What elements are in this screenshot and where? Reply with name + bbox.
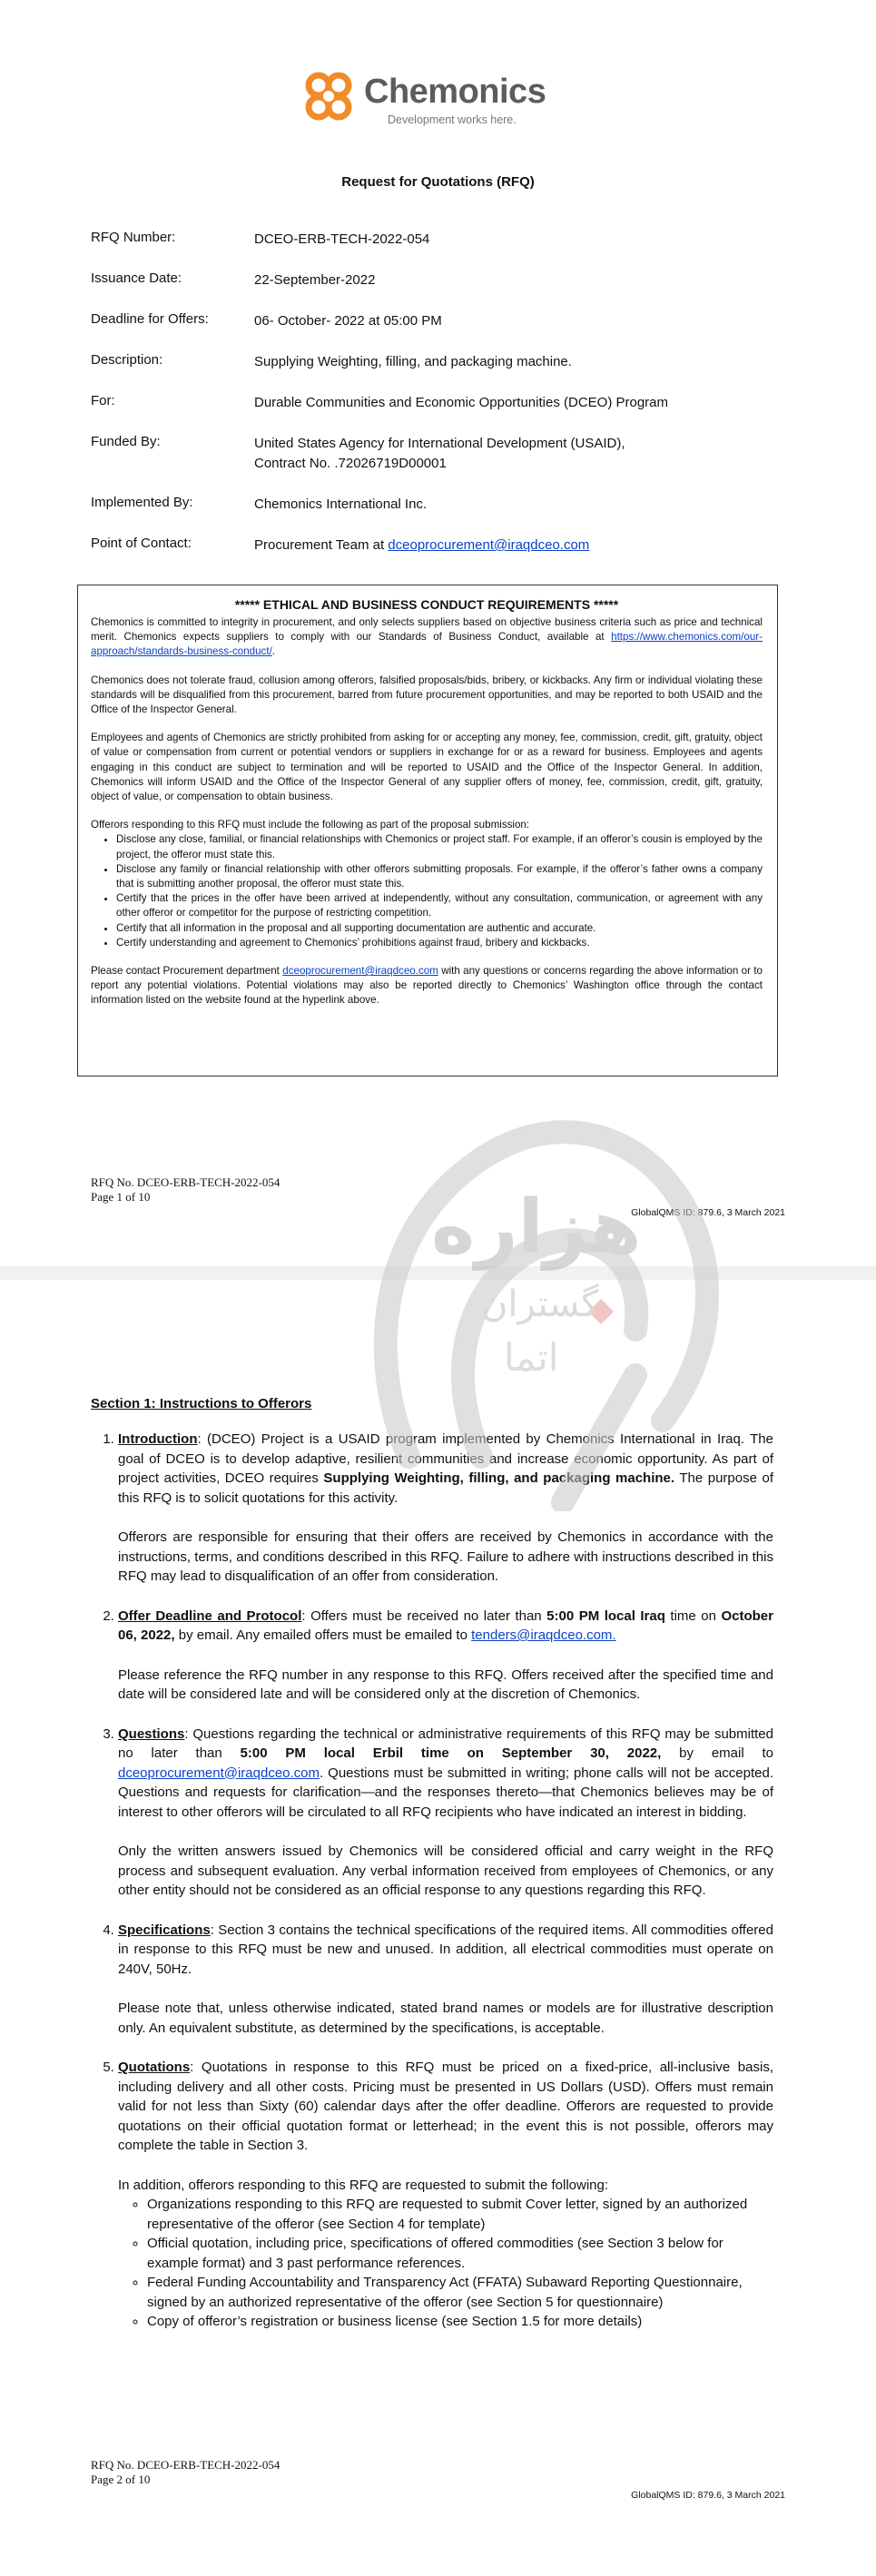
point-of-contact-label: Point of Contact: [91,536,192,551]
instruction-quotations [118,2058,773,2332]
page-2 [0,1280,876,2576]
page-footer-left [91,1175,280,1204]
ethics-paragraph: Chemonics does not tolerate fraud, collusion among offerors, falsified proposals/bids, bribery, or kickbacks. Any firm or individual violating these standards will be disqualified from this procurement, barred from future procurement opportunities, and may be reported to both USAID and the Office of the Inspector General. [91,673,763,716]
point-of-contact-value [254,536,781,556]
instruction-bold-text: Supplying Weighting, filling, and packaging machine. [323,1470,675,1486]
funded-by-label: Funded By: [91,434,161,449]
deadline-value: 06- October- 2022 at 05:00 PM [254,313,442,329]
footer-page-number: Page 1 of 10 [91,1190,151,1204]
section-title: Section 1: Instructions to Offerors [91,1396,312,1411]
instruction-text: : Offers must be received no later than [301,1608,547,1624]
footer-rfq-number: RFQ No. DCEO-ERB-TECH-2022-054 [91,1175,281,1189]
list-item: ◦ Federal Funding Accountability and Transparency Act (FFATA) Subaward Reporting Questionnaire, signed by an authorized representative of the offeror (see Section 5 for questionnaire) [147,2273,773,2312]
page-title: Request for Quotations (RFQ) [341,174,535,190]
implemented-by-value: Chemonics International Inc. [254,497,428,512]
chemonics-logo [300,69,591,131]
instruction-bold-text: October 06, 2022, [118,1608,773,1643]
ethics-paragraph [91,964,763,1008]
instruction-title: Questions [118,1726,185,1742]
description-value: Supplying Weighting, filling, and packaging machine. [254,354,572,369]
instruction-paragraph: In addition, offerors responding to this RFQ are requested to submit the following: [118,2177,609,2193]
ethics-box [77,585,778,1077]
instructions-list [91,1430,773,2352]
instruction-paragraph: Offerors are responsible for ensuring that their offers are received by Chemonics in accordance with the instructions, terms, and conditions described in this RFQ. Failure to adhere with instructions described in this RFQ may lead to disqualification of an offer from consideration. [118,1529,773,1584]
instruction-questions [118,1725,773,1901]
logo-tagline: Development works here. [388,113,517,126]
instruction-introduction [118,1430,773,1587]
deadline-label: Deadline for Offers: [91,311,209,327]
footer-qms-id: GlobalQMS ID: 879.6, 3 March 2021 [631,2490,785,2501]
rfq-number-label: RFQ Number: [91,230,176,245]
instruction-paragraph: Only the written answers issued by Chemonics will be considered official and carry weight in the RFQ process and subsequent evaluation. Any verbal information received from employees of Chemonics, or any other entity should not be considered as an official response to any questions regarding this RFQ. [118,1844,773,1898]
instruction-title: Introduction [118,1431,198,1447]
funded-by-agency: United States Agency for International Development (USAID), [254,436,625,451]
instruction-text: : Questions regarding the technical or administrative requirements of this RFQ may be submitted no later than [118,1726,773,1761]
issuance-date-label: Issuance Date: [91,270,182,286]
watermark-subtext: گستران [481,1283,599,1325]
instruction-specifications [118,1921,773,2039]
logo-wordmark: Chemonics [364,73,546,111]
funded-by-value [254,434,781,474]
instruction-bold-text: 5:00 PM local Erbil time on September 30, 2022, [240,1745,662,1761]
list-item: • Disclose any close, familial, or financial relationships with Chemonics or project staff. For example, if an offeror’s cousin is employed by the project, the offeror must state this. [116,832,763,861]
watermark-text: هزاره [431,1185,642,1271]
ethics-p5-text-end: with any questions or concerns regarding the above information or to report any potential violations. Potential violations may also be reported directly to Chemonics’ Washington office through the contact information listed on the website found at the hyperlink above. [91,965,763,1007]
contract-number: Contract No. .72026719D00001 [254,456,447,471]
issuance-date-value: 22-September-2022 [254,272,376,288]
ethics-heading: ***** ETHICAL AND BUSINESS CONDUCT REQUIREMENTS ***** [234,597,619,612]
questions-email-link[interactable]: dceoprocurement@iraqdceo.com [118,1765,320,1781]
rfq-number-value: DCEO-ERB-TECH-2022-054 [254,231,430,247]
list-item: • Certify that all information in the proposal and all supporting documentation are authentic and accurate. [116,921,763,936]
list-item: • Certify that the prices in the offer have been arrived at independently, without any consultation, communication, or agreement with any other offeror or competitor for the purpose of restricting competition. [116,891,763,920]
instruction-text: : (DCEO) Project is a USAID program implemented by Chemonics International in Iraq. The goal of DCEO is to develop adaptive, resilient communities and increase economic opportunity. As part of project activities, DCEO requires [118,1431,773,1486]
footer-qms-id: GlobalQMS ID: 879.6, 3 March 2021 [631,1207,785,1218]
instruction-text: time on [664,1608,722,1624]
implemented-by-label: Implemented By: [91,495,193,510]
instruction-text: by email to [661,1745,773,1761]
footer-page-number: Page 2 of 10 [91,2473,151,2486]
description-label: Description: [91,352,163,368]
for-label: For: [91,393,115,408]
instruction-title: Specifications [118,1922,211,1938]
instruction-title: Quotations [118,2060,191,2075]
list-item: ◦ Copy of offeror’s registration or business license (see Section 1.5 for more details) [147,2312,773,2332]
procurement-email-link[interactable]: dceoprocurement@iraqdceo.com [282,965,438,978]
footer-rfq-number: RFQ No. DCEO-ERB-TECH-2022-054 [91,2458,281,2472]
chemonics-logo-icon [300,69,357,127]
list-item: • Disclose any family or financial relationship with other offerors submitting proposals. For example, if the offeror’s father owns a company that is submitting another proposal, the offeror must state this. [116,862,763,891]
instruction-paragraph: Please reference the RFQ number in any response to this RFQ. Offers received after the specified time and date will be considered late and will be considered only at the discretion of Chemonics. [118,1667,773,1702]
ethics-paragraph [91,615,763,660]
ethics-paragraph: Employees and agents of Chemonics are strictly prohibited from asking for or accepting any money, fee, commission, credit, gift, gratuity, object of value or compensation from current or potential vendors or suppliers in exchange for or as a reward for business. Employees and agents engaging in this conduct are subject to termination and will be reported to USAID and the Office of the Inspector General. In addition, Chemonics will inform USAID and the Office of the Inspector General of any supplier offers of money, fee, commission, credit, gift, gratuity, object of value, or compensation to obtain business. [91,732,763,803]
instruction-text: by email. Any emailed offers must be emailed to [174,1627,472,1643]
ethics-p1-end: . [271,645,276,658]
point-of-contact-text: Procurement Team at [254,537,389,553]
instruction-text: : Section 3 contains the technical specifications of the required items. All commodities offered in response to this RFQ must be new and unused. In addition, all electrical commodities must operate on 240V, 50Hz. [118,1922,773,1977]
ethics-bullet-list [91,832,763,950]
list-item: ◦ Official quotation, including price, specifications of offered commodities (see Section 3 below for example format) and 3 past performance references. [147,2234,773,2273]
watermark-subtext: اتما [504,1335,559,1380]
instruction-text: The purpose of this RFQ is to solicit quotations for this activity. [118,1470,773,1506]
instruction-paragraph: Please note that, unless otherwise indicated, stated brand names or models are for illustrative description only. An equivalent substitute, as determined by the specifications, is acceptable. [118,2001,773,2036]
contact-email-link[interactable]: dceoprocurement@iraqdceo.com [388,537,590,553]
list-item: • Certify understanding and agreement to Chemonics’ prohibitions against fraud, bribery and kickbacks. [116,936,763,950]
page-footer-left [91,2458,280,2487]
list-item: ◦ Organizations responding to this RFQ are requested to submit Cover letter, signed by an authorized representative of the offeror (see Section 4 for template) [147,2195,773,2234]
for-value: Durable Communities and Economic Opportunities (DCEO) Program [254,395,669,410]
instruction-bold-text: 5:00 PM local Iraq [546,1608,665,1624]
page-1 [0,0,876,1266]
submission-bullet-list [118,2195,773,2332]
tenders-email-link[interactable]: tenders@iraqdceo.com. [471,1627,616,1643]
instruction-text: . Questions must be submitted in writing; phone calls will not be accepted. Questions and requests for clarification—and the responses thereto—that Chemonics believes may be of interest to other offerors will be circulated to all RFQ recipients who have indicated an interest in bidding. [118,1765,773,1820]
instruction-offer-deadline [118,1607,773,1705]
ethics-p5-text: Please contact Procurement department [91,965,283,978]
ethics-p1-text: Chemonics is committed to integrity in procurement, and only selects suppliers based on objective business criteria such as price and technical merit. Chemonics expects suppliers to comply with our Standards of Business Conduct, available at [91,616,763,644]
instruction-title: Offer Deadline and Protocol [118,1608,302,1624]
standards-link[interactable]: https://www.chemonics.com/our-approach/standards-business-conduct/ [91,631,763,658]
ethics-list-intro: Offerors responding to this RFQ must include the following as part of the proposal submission: [91,819,530,831]
instruction-text: : Quotations in response to this RFQ must be priced on a fixed-price, all-inclusive basis, including delivery and all other costs. Pricing must be presented in US Dollars (USD). Offers must remain valid for not less than Sixty (60) calendar days after the offer deadline. Offerors are requested to provide quotations on their official quotation format or letterhead; in the event this is not possible, offerors may complete the table in Section 3. [118,2060,773,2153]
